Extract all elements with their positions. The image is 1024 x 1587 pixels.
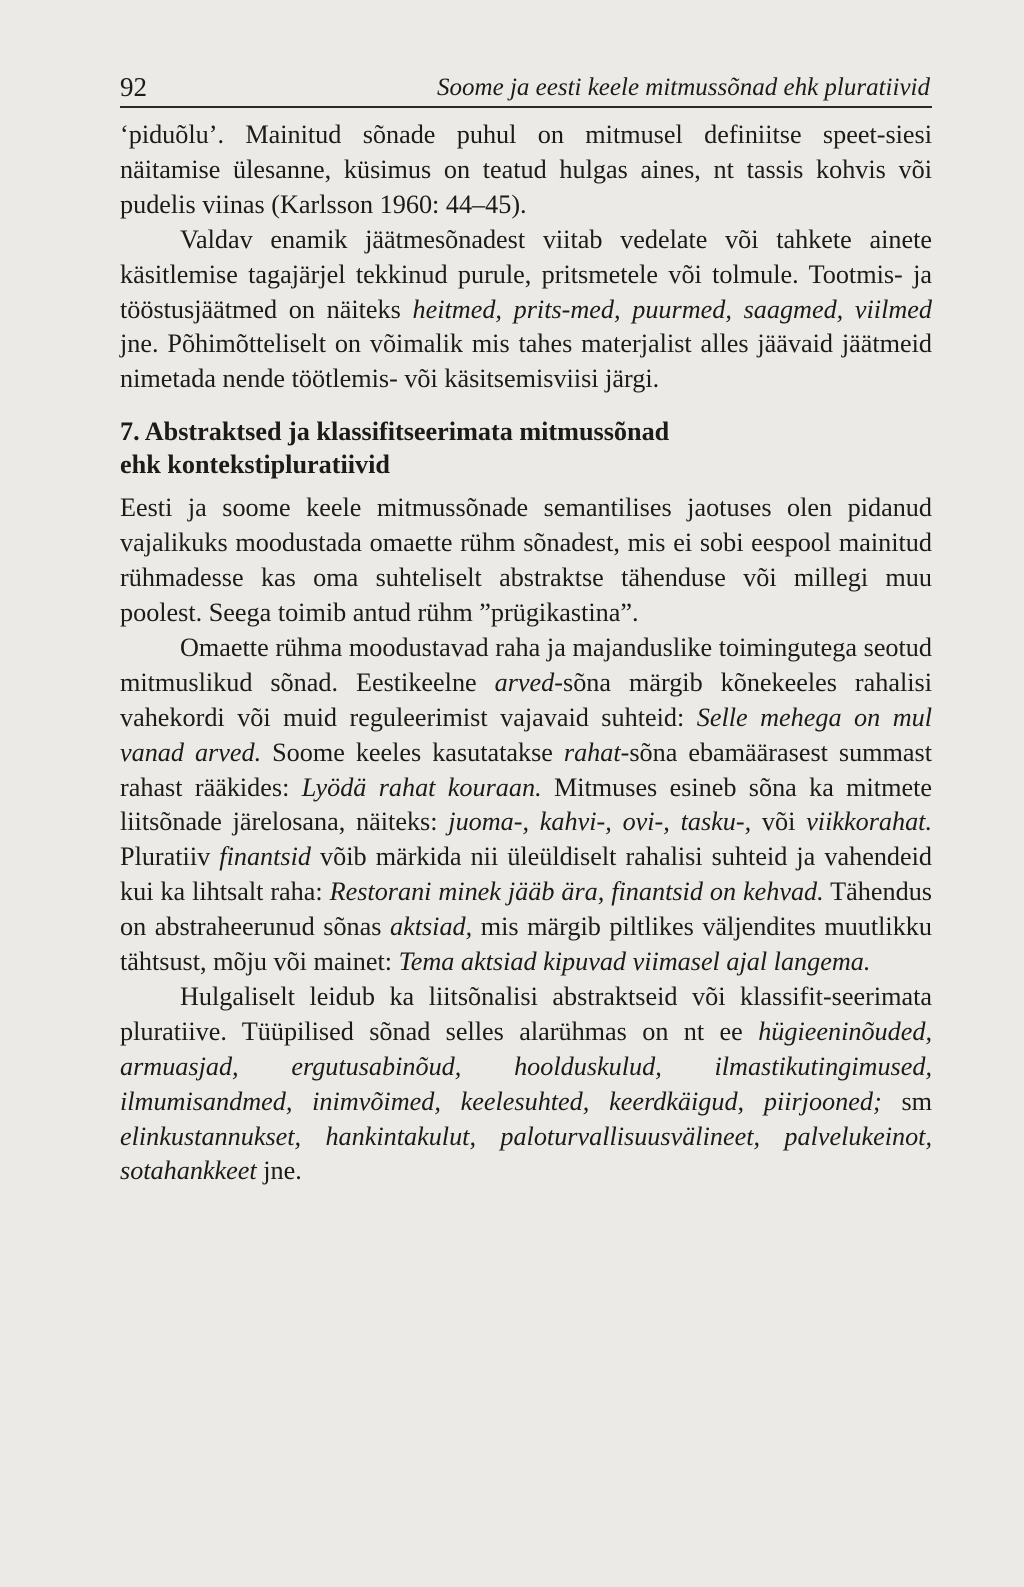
paragraph-intro: [120, 491, 932, 631]
text-run: Omaette rühma moodustavad raha ja majanduslike toimingutega seotud mitmuslikud sõnad. Eestikeelne: [120, 632, 932, 697]
text-run: Soome keeles kasutatakse: [261, 737, 564, 767]
text-run: võib märkida nii üleüldiselt rahalisi suhteid ja vahendeid kui ka lihtsalt raha:: [120, 842, 933, 907]
paragraph-compound-words: [120, 980, 932, 1189]
text-run: Valdav enamik jäätmesõnadest viitab vedelate või tahkete ainete käsitlemise tagajärjel tekkinud purule, pritsmetele või tolmule. Tootmis- ja tööstusjäätmed on näiteks: [120, 224, 932, 324]
paragraph-continuation: [120, 118, 932, 223]
italic-example: viikkorahat.: [806, 807, 932, 837]
running-title: Soome ja eesti keele mitmussõnad ehk pluratiivid: [437, 74, 930, 101]
text-run: sm: [881, 1086, 933, 1116]
italic-example: hügieeninõuded, armuasjad, ergutusabinõud, hoolduskulud, ilmastikutingimused, ilmumisandmed, inimvõimed, keelesuhted, keerdkäigud, piirjooned;: [120, 1016, 932, 1116]
text-run: või: [751, 807, 807, 837]
text-run: Tähendus on abstraheerunud sõnas: [120, 877, 932, 942]
italic-example: rahat: [563, 737, 621, 767]
page-header: [120, 70, 932, 108]
page-body: [120, 118, 932, 1189]
italic-example: Tema aktsiad kipuvad viimasel ajal langema.: [398, 947, 871, 977]
text-run: -sõna märgib kõnekeeles rahalisi vahekordi või muid reguleerimist vajavaid suhteid:: [120, 667, 933, 732]
section-heading-line-2: ehk kontekstipluratiivid: [120, 450, 390, 480]
text-run: Mitmuses esineb sõna ka mitmete liitsõnade järelosana, näiteks:: [120, 772, 932, 837]
italic-example: finantsid: [219, 842, 311, 872]
text-run: -sõna ebamäärasest summast rahast rääkides:: [120, 737, 932, 802]
section-heading-line-1: 7. Abstraktsed ja klassifitseerimata mitmussõnad: [120, 417, 670, 447]
italic-example: Lyödä rahat kouraan.: [301, 772, 542, 802]
italic-example: juoma-, kahvi-, ovi-, tasku-,: [448, 807, 752, 837]
text-run: jne.: [256, 1156, 302, 1186]
text-run: ‘piduõlu’. Mainitud sõnade puhul on mitmusel definiitse speet-siesi näitamise ülesanne, küsimus on teatud hulgas aines, nt tassis kohvis või pudelis viinas (Karlsson 1960: 44–45).: [120, 120, 932, 219]
italic-example: Restorani minek jääb ära, finantsid on kehvad.: [329, 877, 824, 907]
italic-example: elinkustannukset, hankintakulut, paloturvallisuusvälineet, palvelukeinot, sotahankkeet: [120, 1121, 932, 1186]
italic-example: heitmed, prits-med, puurmed, saagmed, viilmed: [412, 294, 932, 324]
section-heading: [120, 415, 932, 481]
italic-example: arved: [494, 667, 555, 697]
paragraph-waste-words: [120, 223, 932, 398]
italic-example: Selle mehega on mul vanad arved.: [120, 702, 932, 767]
italic-example: aktsiad,: [390, 912, 473, 942]
paragraph-money-words: [120, 631, 932, 980]
text-run: jne. Põhimõtteliselt on võimalik mis tahes materjalist alles jäävaid jäätmeid nimetada nende töötlemis- või käsitsemisviisi järgi.: [120, 329, 932, 394]
text-run: mis märgib piltlikes väljendites muutlikku tähtsust, mõju või mainet:: [120, 912, 932, 977]
page-number: 92: [120, 72, 147, 102]
text-run: Pluratiiv: [120, 842, 220, 872]
text-run: Hulgaliselt leidub ka liitsõnalisi abstraktseid või klassifit-seerimata pluratiive. Tüüpilised sõnad selles alarühmas on nt ee: [120, 981, 932, 1046]
text-run: Eesti ja soome keele mitmussõnade semantilises jaotuses olen pidanud vajalikuks moodustada omaette rühm sõnadest, mis ei sobi eespool mainitud rühmadesse kas oma suhteliselt abstraktse tähenduse või millegi muu poolest. Seega toimib antud rühm ”prügikastina”.: [120, 493, 932, 627]
